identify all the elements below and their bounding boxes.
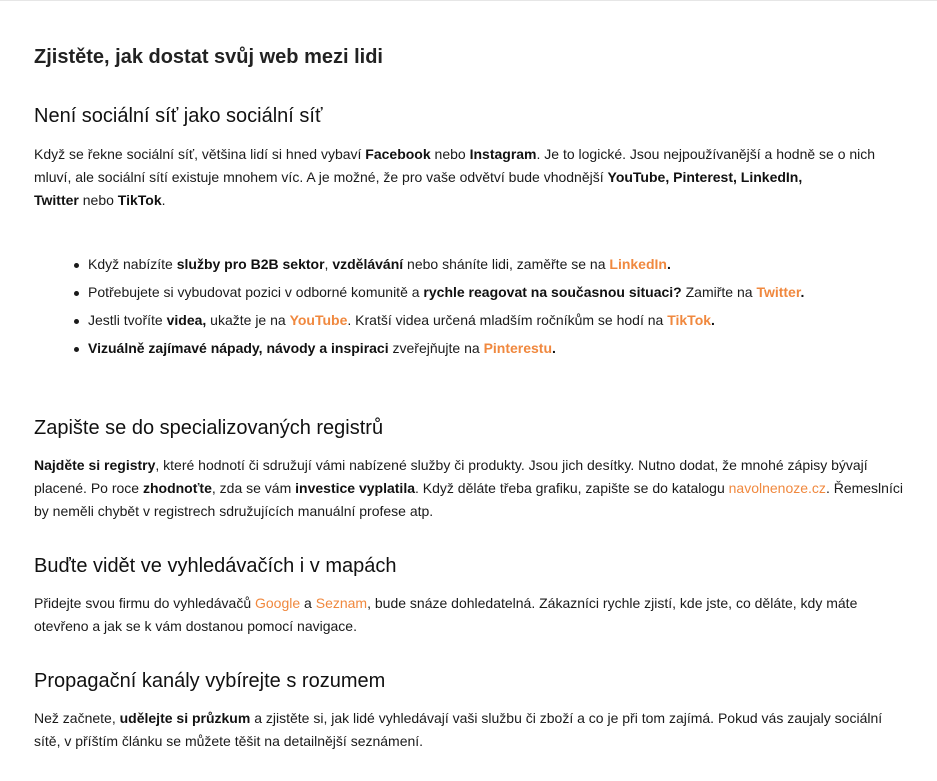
- youtube-link[interactable]: YouTube: [289, 312, 348, 328]
- networks-list-text: YouTube, Pinterest, LinkedIn,: [607, 169, 803, 185]
- twitter-text: Twitter: [34, 192, 79, 208]
- registries-paragraph: Najděte si registry, které hodnotí či sdružují vámi nabízené služby či produkty. Jsou jich desítky. Nutno dodat, že mnohé zápisy bývají placené. Po roce zhodnoťte, zda se vám investice vyplatila. Když děláte třeba grafiku, zapište se do katalogu navolnenoze.cz. Řemeslníci by neměli chybět v registrech sdružujících manuální profese atp.: [34, 457, 903, 519]
- list-item-twitter: Potřebujete si vybudovat pozici v odborné komunitě a rychle reagovat na současnou situaci? Zamiřte na Twitter.: [88, 281, 908, 309]
- tiktok-text: TikTok: [117, 192, 162, 208]
- twitter-link[interactable]: Twitter: [756, 284, 801, 300]
- page-title: Zjistěte, jak dostat svůj web mezi lidi: [34, 46, 383, 68]
- tiktok-link[interactable]: TikTok: [667, 312, 712, 328]
- search-maps-paragraph: Přidejte svou firmu do vyhledávačů Google a Seznam, bude snáze dohledatelná. Zákazníci rychle zjistí, kde jste, co děláte, kdy máte otevřeno a jak se k vám dostanou pomocí navigace.: [34, 595, 858, 634]
- pinterest-link[interactable]: Pinterestu: [483, 340, 553, 356]
- social-networks-list: [34, 253, 908, 365]
- list-item-youtube-tiktok: Jestli tvoříte videa, ukažte je na YouTube. Kratší videa určená mladším ročníkům se hodí na TikTok.: [88, 309, 908, 337]
- list-item-linkedin: Když nabízíte služby pro B2B sektor, vzdělávání nebo sháníte lidi, zaměřte se na LinkedIn.: [88, 253, 908, 281]
- instagram-text: Instagram: [469, 146, 537, 162]
- section-heading-promo-channels: Propagační kanály vybírejte s rozumem: [34, 670, 386, 692]
- facebook-text: Facebook: [365, 146, 431, 162]
- list-item-pinterest: Vizuálně zajímavé nápady, návody a inspiraci zveřejňujte na Pinterestu.: [88, 337, 908, 365]
- navolnenoze-link[interactable]: navolnenoze.cz: [728, 480, 826, 496]
- top-divider: [0, 0, 937, 1]
- section-heading-social-networks: Není sociální síť jako sociální síť: [34, 105, 323, 127]
- google-link[interactable]: Google: [255, 595, 301, 611]
- section-heading-search-maps: Buďte vidět ve vyhledávačích i v mapách: [34, 555, 397, 577]
- section-heading-registries: Zapište se do specializovaných registrů: [34, 417, 384, 439]
- social-networks-paragraph: Když se řekne sociální síť, většina lidí si hned vybaví Facebook nebo Instagram. Je to logické. Jsou nejpoužívanější a hodně se o nich mluví, ale sociální sítí existuje mnohem víc. A je možné, že pro vaše odvětví bude vhodnější YouTube, Pinterest, LinkedIn, Twitter nebo TikTok.: [34, 146, 876, 208]
- seznam-link[interactable]: Seznam: [315, 595, 368, 611]
- promo-channels-paragraph: Než začnete, udělejte si průzkum a zjistěte si, jak lidé vyhledávají vaši službu či zboží a co je při tom zajímá. Pokud vás zaujaly sociální sítě, v příštím článku se můžete těšit na detailnější seznámení.: [34, 710, 883, 749]
- linkedin-link[interactable]: LinkedIn: [609, 256, 667, 272]
